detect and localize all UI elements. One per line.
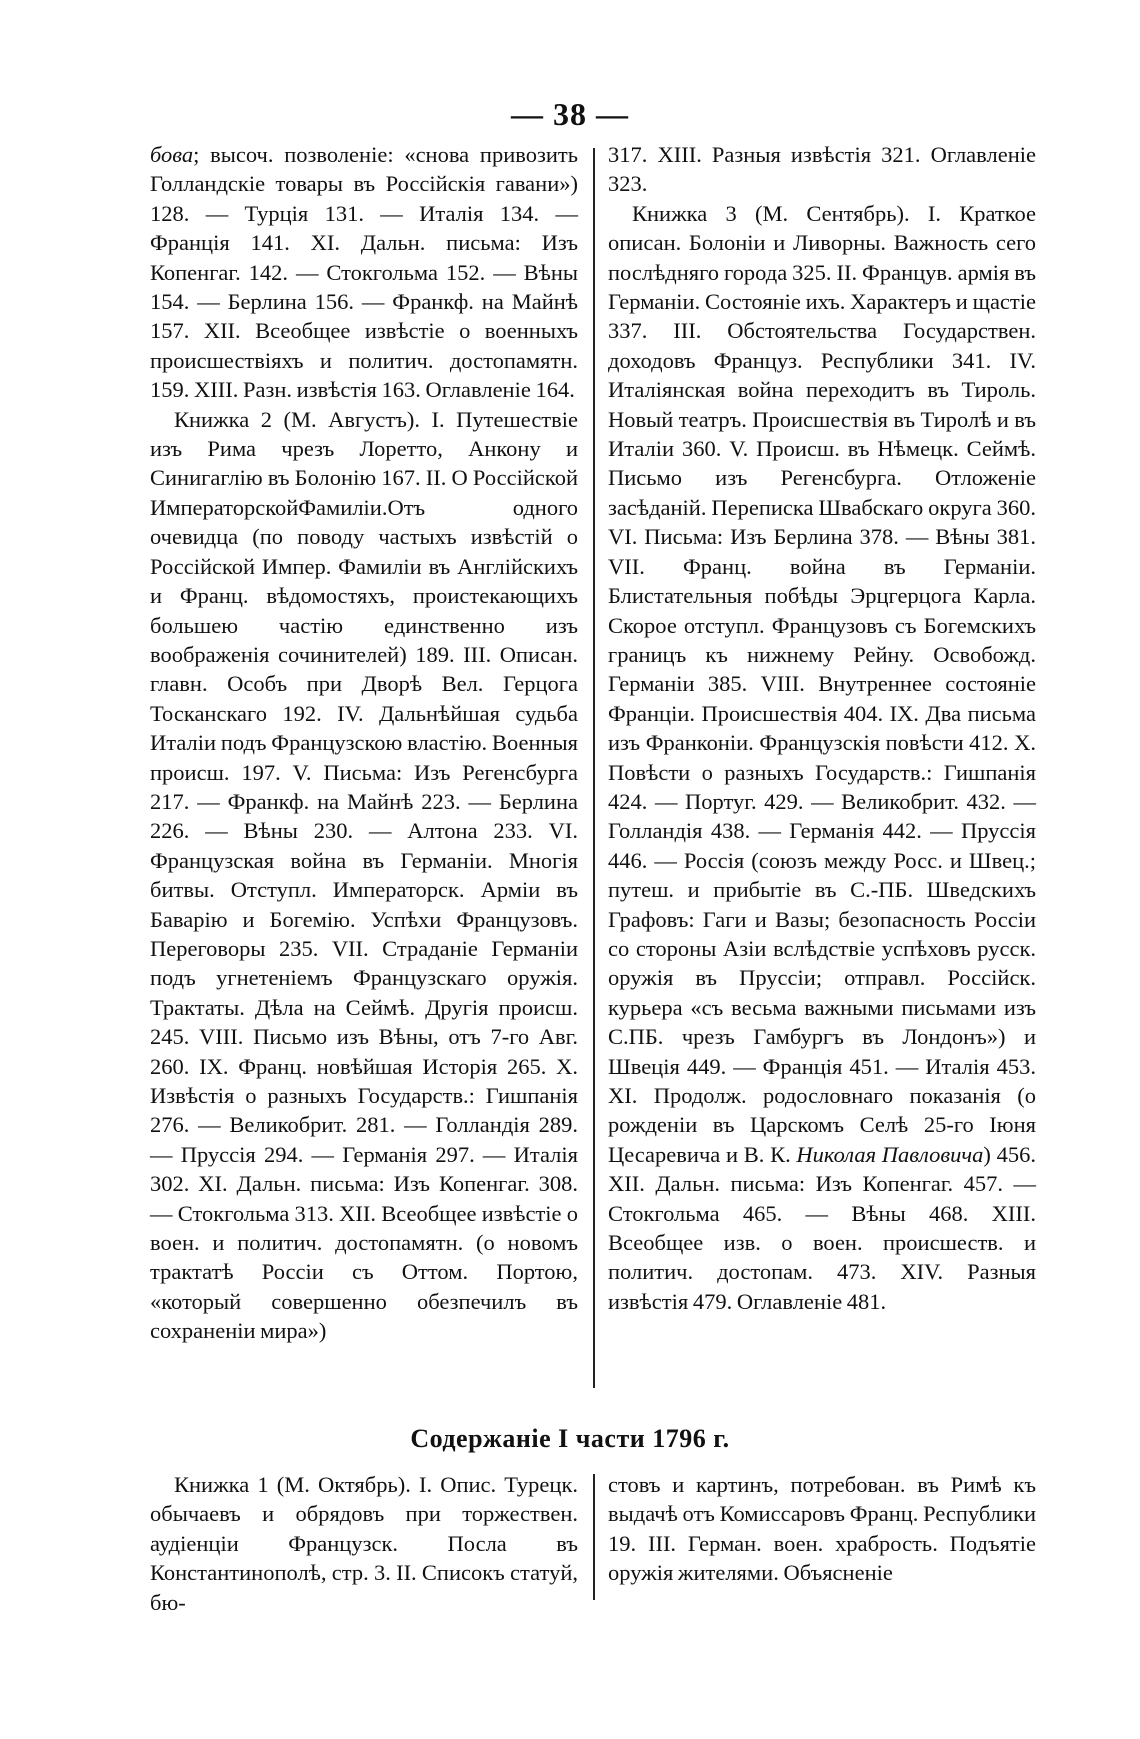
left-paragraph-1-text: ; высоч. позволеніе: «снова привозить Голландскіе товары въ Россійскія гавани») 128. — Турція 131. — Италія 134. — Франція 141. XI. Дальн. письма: Изъ Копенгаг. 142. — Стокгольма 152. — Вѣны 154. — Берлина 156. — Франкф. на Майнѣ 157. XII. Всеобщее извѣстіе о военныхъ происшествіяхъ и политич. достопамятн. 159. XIII. Разн. извѣстія 163. Оглавленіе 164. bbox=[150, 142, 578, 403]
section-heading: Содержаніе I части 1796 г. bbox=[410, 1424, 730, 1453]
left-column-top bbox=[150, 140, 578, 1380]
bottom-left-paragraph: Книжка 1 (М. Октябрь). I. Опис. Турецк. обычаевъ и обрядовъ при торжествен. аудіенціи Французск. Посла въ Константинополѣ, стр. 3. II. Списокъ статуй, бю- bbox=[150, 1472, 578, 1615]
left-paragraph-1 bbox=[150, 140, 578, 405]
right-column-top bbox=[608, 140, 1036, 1380]
right-paragraph-2 bbox=[608, 199, 1036, 1316]
page-number: — 38 — bbox=[511, 96, 629, 132]
right-column-bottom bbox=[608, 1470, 1036, 1588]
right-paragraph-2-text-a: Книжка 3 (М. Сентябрь). I. Краткое описан. Болоніи и Ливорны. Важность сего послѣдняго города 325. II. Францув. армія въ Германіи. Состояніе ихъ. Характеръ и щастіе 337. III. Обстоятельства Государствен. доходовъ Француз. Республики 341. IV. Италіянская война переходитъ въ Тироль. Новый театръ. Происшествія въ Тиролѣ и въ Италіи 360. V. Происш. въ Нѣмецк. Сеймѣ. Письмо изъ Регенсбурга. Отложеніе засѣданій. Переписка Швабскаго округа 360. VI. Письма: Изъ Берлина 378. — Вѣны 381. VII. Франц. война въ Германіи. Блистательныя побѣды Эрцгерцога Карла. Скорое отступл. Французовъ съ Богемскихъ границъ къ нижнему Рейну. Освобожд. Германіи 385. VIII. Внутреннее состояніе Франціи. Происшествія 404. IX. Два письма изъ Франконіи. Французскія повѣсти 412. X. Повѣсти о разныхъ Государств.: Гишпанія 424. — Португ. 429. — Великобрит. 432. — Голландія 438. — Германія 442. — Пруссія 446. — Россія (союзъ между Росс. и Швец.; путеш. и прибытіе въ С.-ПБ. Шведскихъ Графовъ: Гаги и Вазы; безопасность Россіи со стороны Азіи вслѣдствіе успѣховъ русск. оружія въ Пруссіи; отправл. Россійск. курьера «съ весьма важными письмами изъ С.ПБ. чрезъ Гамбургъ въ Лондонъ») и Швеція 449. — Франція 451. — Италія 453. XI. Продолж. родословнаго показанія (о рожденіи въ Царскомъ Селѣ 25-го Іюня Цесаревича и В. К. bbox=[608, 200, 1036, 1167]
right-paragraph-1: 317. XIII. Разныя извѣстія 321. Оглавленіе 323. bbox=[608, 142, 1036, 197]
italic-fragment: бова bbox=[150, 142, 194, 167]
left-paragraph-2: Книжка 2 (М. Августъ). I. Путешествіе изъ Рима чрезъ Лоретто, Анкону и Синигаглію въ Болонію 167. II. О Россійской ИмператорскойФамиліи.Отъ одного очевидца (по поводу частыхъ извѣстій о Россійской Импер. Фамиліи въ Англійскихъ и Франц. вѣдомостяхъ, проистекающихъ большею частію единственно изъ воображенія сочинителей) 189. III. Описан. главн. Особъ при Дворѣ Вел. Герцога Тосканскаго 192. IV. Дальнѣйшая судьба Италіи подъ Французскою властію. Военныя происш. 197. V. Письма: Изъ Регенсбурга 217. — Франкф. на Майнѣ 223. — Берлина 226. — Вѣны 230. — Алтона 233. VI. Французская война въ Германіи. Многія битвы. Отступл. Императорск. Арміи въ Баварію и Богемію. Успѣхи Французовъ. Переговоры 235. VII. Страданіе Германіи подъ угнетеніемъ Французскаго оружія. Трактаты. Дѣла на Сеймѣ. Другія происш. 245. VIII. Письмо изъ Вѣны, отъ 7-го Авг. 260. IX. Франц. новѣйшая Исторія 265. X. Извѣстія о разныхъ Государств.: Гишпанія 276. — Великобрит. 281. — Голландія 289. — Пруссія 294. — Германія 297. — Италія 302. XI. Дальн. письма: Изъ Копенгаг. 308. — Стокгольма 313. XII. Всеобщее извѣстіе о воен. и политич. достопамятн. (о новомъ трактатѣ Россіи съ Оттом. Портою, «который совершенно обезпечилъ въ сохраненіи мира») bbox=[150, 406, 578, 1344]
bottom-right-paragraph: стовъ и картинъ, потребован. въ Римѣ къ выдачѣ отъ Комиссаровъ Франц. Республики 19. III. Герман. воен. храбрость. Подъятіе оружія жителями. Объясненіе bbox=[608, 1472, 1036, 1586]
italic-name: Николая Павловича bbox=[796, 1141, 984, 1167]
column-divider-top bbox=[593, 148, 595, 1388]
right-paragraph-2-text-b: ) 456. XII. Дальн. письма: Изъ Копенгаг. 457. — Стокгольма 465. — Вѣны 468. XIII. Всеобщее изв. о воен. происшеств. и политич. достопам. 473. XIV. Разныя извѣстія 479. Оглавленіе 481. bbox=[608, 1141, 1036, 1314]
left-column-bottom bbox=[150, 1470, 578, 1617]
column-divider-bottom bbox=[593, 1474, 595, 1600]
